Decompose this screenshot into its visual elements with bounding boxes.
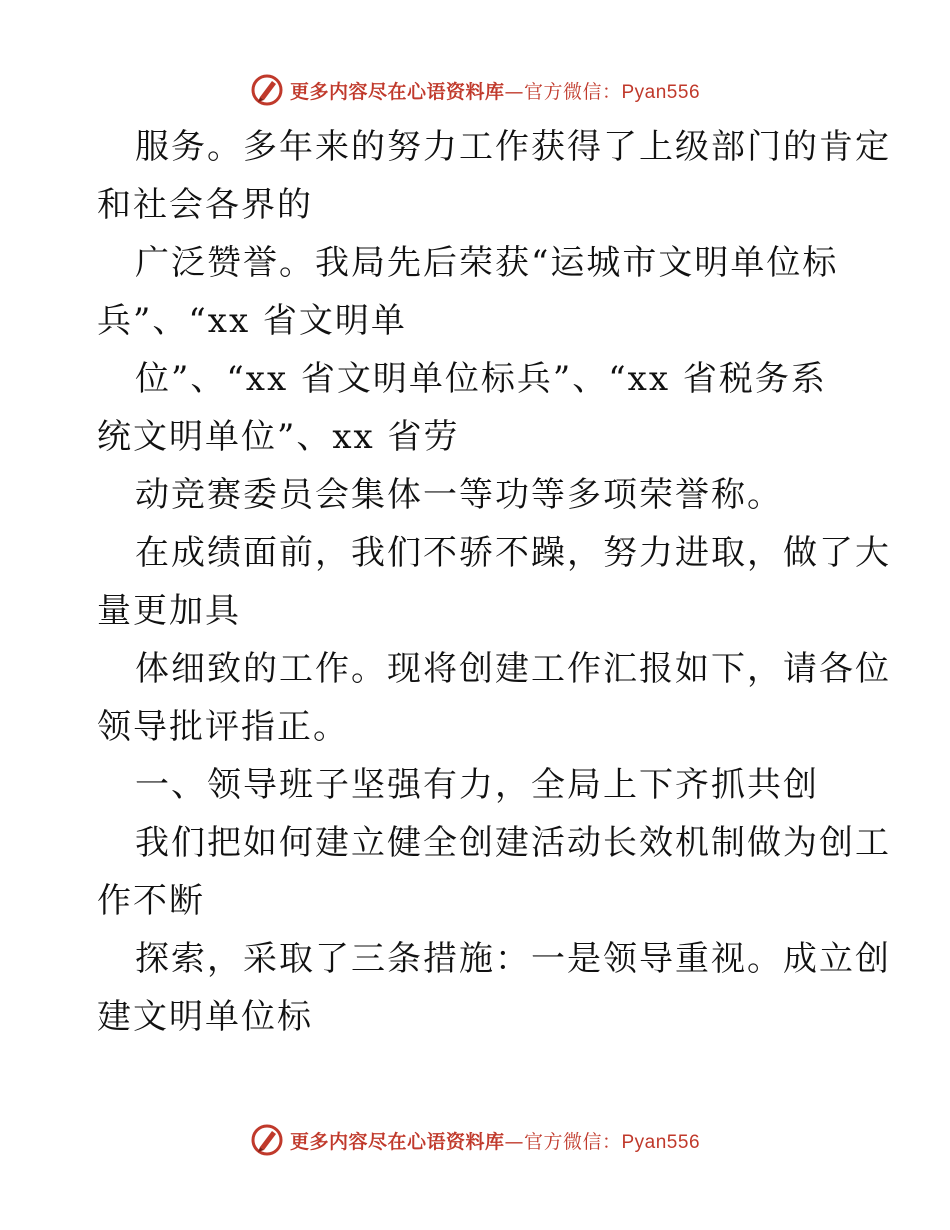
- footer-dash: —: [504, 1130, 524, 1153]
- body-line: 作不断: [97, 881, 205, 921]
- body-line: 和社会各界的: [97, 185, 313, 225]
- body-line: 探索，采取了三条措施：一是领导重视。成立创: [135, 939, 891, 979]
- header-wechat-label: 官方微信：: [523, 80, 622, 103]
- body-line: 广泛赞誉。我局先后荣获“运城市文明单位标: [135, 243, 839, 283]
- header-banner: [0, 70, 950, 110]
- footer-banner: [0, 1120, 950, 1160]
- body-line: 位”、“xx 省文明单位标兵”、“xx 省税务系: [135, 359, 827, 399]
- header-dash: —: [504, 80, 524, 103]
- section-heading: 一、领导班子坚强有力，全局上下齐抓共创: [135, 765, 819, 805]
- pen-logo-icon: [250, 1123, 284, 1157]
- body-line: 动竞赛委员会集体一等功等多项荣誉称。: [135, 475, 783, 515]
- pen-logo-icon: [250, 73, 284, 107]
- footer-wechat-id: Pyan556: [621, 1131, 701, 1153]
- body-line: 建文明单位标: [97, 997, 313, 1037]
- body-line: 服务。多年来的努力工作获得了上级部门的肯定: [135, 127, 891, 167]
- body-line: 量更加具: [97, 591, 241, 631]
- header-banner-inner: [250, 73, 700, 107]
- document-body: [97, 118, 891, 1046]
- header-banner-text: [290, 77, 700, 104]
- header-wechat-id: Pyan556: [621, 81, 701, 103]
- body-line: 统文明单位”、xx 省劳: [97, 417, 460, 457]
- footer-banner-inner: [250, 1123, 700, 1157]
- body-line: 在成绩面前，我们不骄不躁，努力进取，做了大: [135, 533, 891, 573]
- body-line: 体细致的工作。现将创建工作汇报如下，请各位: [135, 649, 891, 689]
- body-line: 领导批评指正。: [97, 707, 349, 747]
- footer-wechat-label: 官方微信：: [523, 1130, 622, 1153]
- footer-banner-text: [290, 1127, 700, 1154]
- body-line: 我们把如何建立健全创建活动长效机制做为创工: [135, 823, 891, 863]
- footer-brand: 更多内容尽在心语资料库: [289, 1130, 505, 1153]
- body-line: 兵”、“xx 省文明单: [97, 301, 407, 341]
- header-brand: 更多内容尽在心语资料库: [289, 80, 505, 103]
